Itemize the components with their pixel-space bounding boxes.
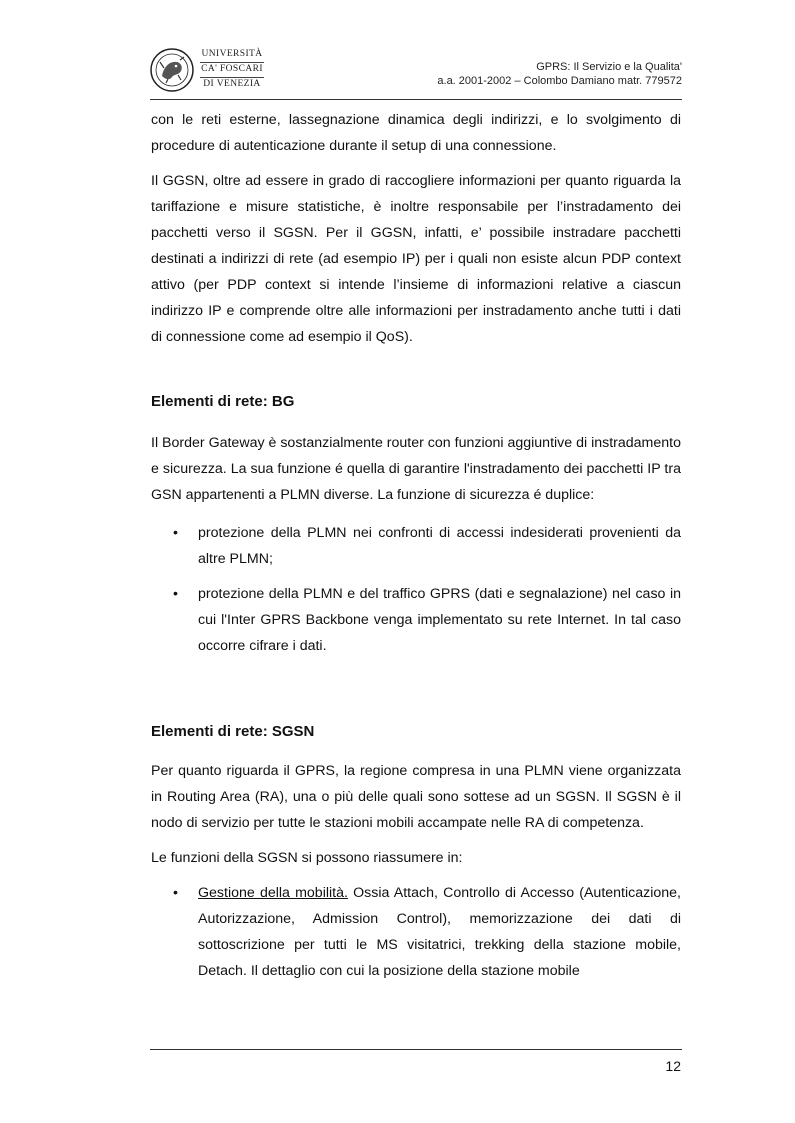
header-title-line2: a.a. 2001-2002 – Colombo Damiano matr. 779572 (437, 75, 682, 87)
list-item (151, 880, 681, 984)
paragraph: Le funzioni della SGSN si possono riassumere in: (151, 850, 463, 866)
bullet-list (151, 520, 681, 659)
section-heading-bg: Elementi di rete: BG (151, 393, 295, 410)
section-heading-sgsn: Elementi di rete: SGSN (151, 723, 315, 740)
header-title (437, 60, 682, 88)
bullet-icon: • (173, 525, 178, 541)
lion-seal-icon (150, 48, 194, 92)
list-item-text: Ossia Attach, Controllo di Accesso (Autenticazione, Autorizzazione, Admission Control), memorizzazione dei dati di sottoscrizione per tutti le MS visitatrici, trekking della stazione mobile, Detach. Il dettaglio con cui la posizione della stazione mobile (198, 885, 681, 979)
page-header (150, 42, 682, 98)
list-item-text: protezione della PLMN e del traffico GPRS (dati e segnalazione) nel caso in cui l'Inter GPRS Backbone venga implementato su rete Internet. In tal caso occorre cifrare i dati. (198, 586, 681, 654)
header-title-line1: GPRS: Il Servizio e la Qualita' (536, 61, 682, 73)
paragraph: Per quanto riguarda il GPRS, la regione compresa in una PLMN viene organizzata in Routing Area (RA), una o più delle quali sono sottese ad un SGSN. Il SGSN è il nodo di servizio per tutte le stazioni mobili accampate nelle RA di competenza. (151, 763, 681, 831)
bullet-list (151, 880, 681, 984)
list-item (151, 520, 681, 572)
paragraph: Il Border Gateway è sostanzialmente router con funzioni aggiuntive di instradamento e sicurezza. La sua funzione é quella di garantire l'instradamento dei pacchetti IP tra GSN appartenenti a PLMN diverse. La funzione di sicurezza é duplice: (151, 435, 681, 503)
bullet-icon: • (173, 586, 178, 602)
paragraph: Il GGSN, oltre ad essere in grado di raccogliere informazioni per quanto riguarda la tariffazione e misure statistiche, è inoltre responsabile per l’instradamento dei pacchetti verso il SGSN. Per il GGSN, infatti, e’ possibile instradare pacchetti destinati a indirizzi di rete (ad esempio IP) per i quali non esiste alcun PDP context attivo (per PDP context si intende l’insieme di informazioni relative a ciascun indirizzo IP e comprende oltre alle informazioni per instradamento anche tutti i dati di connessione come ad esempio il QoS). (151, 173, 681, 345)
university-name-line: CA' FOSCARI (200, 63, 264, 78)
page-content (151, 107, 681, 993)
list-item (151, 581, 681, 659)
list-item-term: Gestione della mobilità. (198, 885, 348, 901)
paragraph: con le reti esterne, lassegnazione dinamica degli indirizzi, e lo svolgimento di procedure di autenticazione durante il setup di una connessione. (151, 112, 681, 154)
bullet-icon: • (173, 885, 178, 901)
university-name-line: DI VENEZIA (203, 79, 261, 89)
page-number: 12 (665, 1058, 681, 1074)
header-divider (150, 99, 682, 100)
footer-divider (150, 1049, 682, 1050)
university-name (200, 48, 264, 92)
university-logo (150, 48, 265, 92)
list-item-text: protezione della PLMN nei confronti di accessi indesiderati provenienti da altre PLMN; (198, 525, 681, 567)
university-name-line: UNIVERSITÀ (200, 48, 264, 63)
